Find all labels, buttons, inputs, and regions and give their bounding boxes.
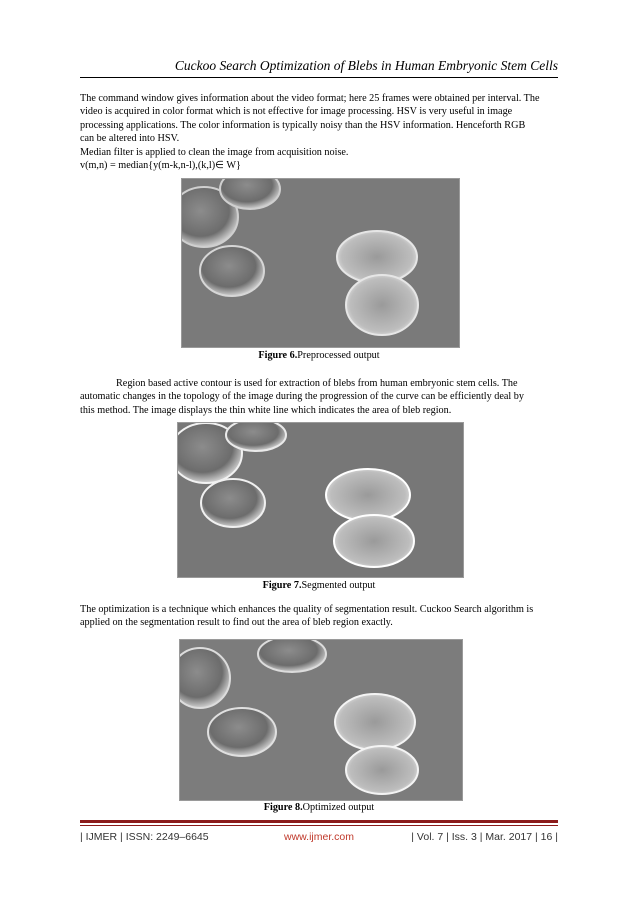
text-line: The optimization is a technique which enhances the quality of segmentation result. Cuckoo Search algorithm is <box>80 604 534 615</box>
microscopy-cells-image <box>182 179 459 347</box>
figure-6-caption <box>80 350 558 361</box>
paragraph-active-contour <box>80 377 558 417</box>
text-line: processing applications. The color information is typically noisy than the HSV information. Henceforth RGB <box>80 119 526 131</box>
figure-7-image <box>177 422 464 578</box>
figure-label: Figure 8. <box>263 802 303 813</box>
caption-text: Optimized output <box>302 802 375 813</box>
caption-text: Preprocessed output <box>297 350 380 361</box>
paragraph-optimization <box>80 603 558 630</box>
running-title: Cuckoo Search Optimization of Blebs in Human Embryonic Stem Cells <box>174 58 558 73</box>
caption-text: Segmented output <box>301 580 376 591</box>
median-equation: v(m,n) = median{y(m-k,n-l),(k,l)∈ W} <box>80 160 241 172</box>
footer-issue: | Vol. 7 | Iss. 3 | Mar. 2017 | 16 | <box>411 831 558 843</box>
footer-url-link[interactable]: www.ijmer.com <box>283 831 354 843</box>
figure-6-image <box>181 178 460 348</box>
text-line: video is acquired in color format which is not effective for image processing. HSV is very useful in image <box>80 106 513 118</box>
figure-label: Figure 6. <box>258 350 298 361</box>
figure-8-image <box>179 639 463 801</box>
footer-journal: | IJMER | ISSN: 2249–6645 <box>80 831 209 843</box>
footer-rule-thin <box>80 825 558 826</box>
text-line: The command window gives information about the video format; here 25 frames were obtained per interval. The <box>80 93 540 104</box>
figure-8-caption <box>80 802 558 813</box>
text-line: Region based active contour is used for extraction of blebs from human embryonic stem cells. The <box>116 378 518 389</box>
paragraph-video-format <box>80 92 558 172</box>
segmented-cells-image <box>178 423 463 577</box>
footer <box>80 831 558 847</box>
text-line: applied on the segmentation result to find out the area of bleb region exactly. <box>80 617 393 629</box>
header-rule <box>80 77 558 78</box>
figure-label: Figure 7. <box>262 580 302 591</box>
footer-rule <box>80 820 558 823</box>
figure-7-caption <box>80 580 558 591</box>
text-line: can be altered into HSV. <box>80 133 180 145</box>
optimized-cells-image <box>180 640 462 800</box>
text-line: this method. The image displays the thin white line which indicates the area of bleb region. <box>80 404 452 416</box>
text-line: automatic changes in the topology of the image during the progression of the curve can be efficiently deal by <box>80 391 524 403</box>
text-line: Median filter is applied to clean the image from acquisition noise. <box>80 146 349 158</box>
